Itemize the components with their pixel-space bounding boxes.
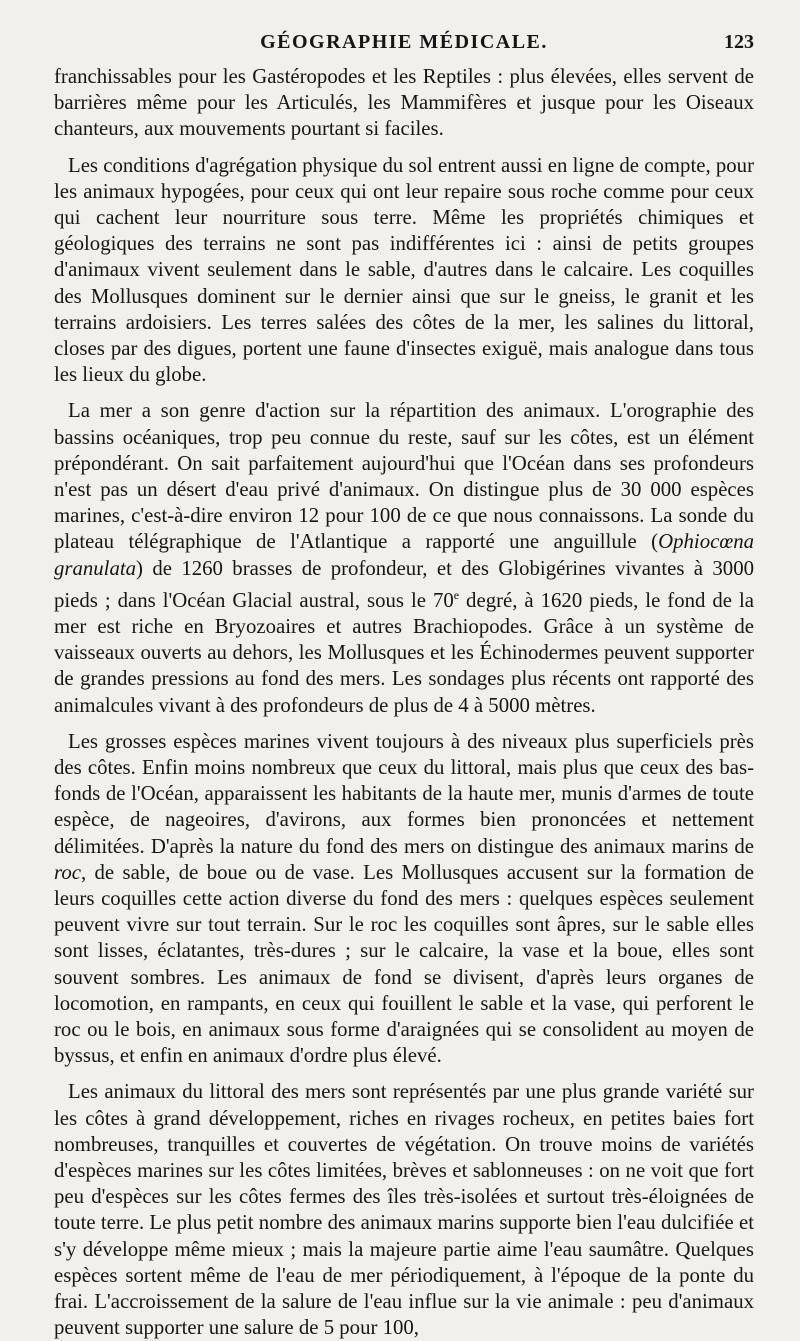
paragraph-continuation [54, 64, 754, 143]
paragraph-sea-action [54, 398, 754, 718]
paragraph-text: Les grosses espèces marines vivent toujours à des niveaux plus superficiels près des côtes. Enfin moins nombreux que ceux du littoral, mais plus que ceux des bas-fonds de l'Océan, apparaissent les habitants de la haute mer, munis d'armes de toute espèce, de nageoires, d'avirons, aux formes bien prononcées et nettement délimitées. D'après la nature du fond des mers on distingue des animaux marins de [54, 729, 754, 858]
page-number: 123 [724, 31, 754, 53]
paragraph-text: franchissables pour les Gastéropodes et les Reptiles : plus élevées, elles servent de barrières même pour les Articulés, les Mammifères et jusque pour les Oiseaux chanteurs, aux mouvements pourtant si faciles. [54, 65, 754, 141]
book-page [54, 22, 754, 1340]
running-title: GÉOGRAPHIE MÉDICALE. [260, 31, 548, 53]
paragraph-text: ) de 1260 brasses de profondeur, et des Globigérines vivantes à 3000 pieds ; dans l'Océan Glacial austral, sous le 70 [54, 556, 754, 612]
paragraph-text: , de sable, de boue ou de vase. Les Mollusques accusent sur la formation de leurs coquilles cette action diverse du fond des mers : quelques espèces seulement peuvent vivre sur tout terrain. Sur le roc les coquilles sont âpres, sur le sable elles sont lisses, éclatantes, très-dures ; sur le calcaire, la vase et la boue, elles sont souvent sombres. Les animaux de fond se divisent, d'après leurs organes de locomotion, en rampants, en ceux qui fouillent le sable et la vase, qui perforent le roc ou le bois, en animaux sous forme d'araignées qui se consolident au moyen de byssus, et enfin en animaux d'ordre plus élevé. [54, 860, 754, 1068]
paragraph-text: La mer a son genre d'action sur la répartition des animaux. L'orographie des bassins océaniques, trop peu connue du reste, sauf sur les côtes, est un élément prépondérant. On sait parfaitement aujourd'hui que l'Océan dans ses profondeurs n'est pas un désert d'eau privé d'animaux. On distingue plus de 30 000 espèces marines, c'est-à-dire environ 12 pour 100 de ce que nous connaissons. La sonde du plateau télégraphique de l'Atlantique a rapporté une anguillule ( [54, 399, 754, 554]
paragraph-text: Les animaux du littoral des mers sont représentés par une plus grande variété sur les côtes à grand développement, riches en rivages rocheux, en petites baies fort nombreuses, tranquilles et couvertes de végétation. On trouve moins de variétés d'espèces marines sur les côtes limitées, brèves et sablonneuses : on ne voit que fort peu d'espèces sur les côtes fermes des îles très-isolées et surtout très-éloignées de toute terre. Le plus petit nombre des animaux marins supporte bien l'eau dulcifiée et s'y développe même mieux ; mais la majeure partie aime l'eau saumâtre. Quelques espèces sortent même de l'eau de mer périodiquement, à l'époque de la ponte du frai. L'accroissement de la salure de l'eau influe sur la vie animale : peu d'animaux peuvent supporter une salure de 5 pour 100, [54, 1080, 754, 1340]
italic-word-roc: roc [54, 860, 81, 884]
paragraph-text: Les conditions d'agrégation physique du sol entrent aussi en ligne de compte, pour les animaux hypogées, pour ceux qui ont leur repaire sous roche comme pour ceux qui cachent leur nourriture sous terre. Même les propriétés chimiques et géologiques des terrains ne sont pas indifférentes ici : ainsi de petits groupes d'animaux vivent seulement dans le sable, d'autres dans le calcaire. Les coquilles des Mollusques dominent sur le dernier ainsi que sur le gneiss, le granit et les terrains ardoisiers. Les terres salées des côtes de la mer, les salines du littoral, closes par des digues, portent une faune d'insectes exiguë, mais analogue dans tous les lieux du globe. [54, 153, 754, 387]
body-text [54, 64, 754, 1341]
paragraph-marine-species [54, 729, 754, 1070]
paragraph-soil-conditions [54, 153, 754, 389]
degree-superscript: e [453, 587, 460, 602]
paragraph-littoral-animals [54, 1079, 754, 1341]
species-name: Ophiocœna granulata [54, 530, 754, 580]
paragraph-text: degré, à 1620 pieds, le fond de la mer est riche en Bryozoaires et autres Brachiopodes. Grâce à un système de vaisseaux ouverts au dehors, les Mollusques et les Échinodermes peuvent supporter de grandes pressions au fond des mers. Les sondages plus récents ont rapporté des animalcules vivant à des profondeurs de plus de 4 à 5000 mètres. [54, 588, 754, 717]
running-head [54, 22, 754, 62]
